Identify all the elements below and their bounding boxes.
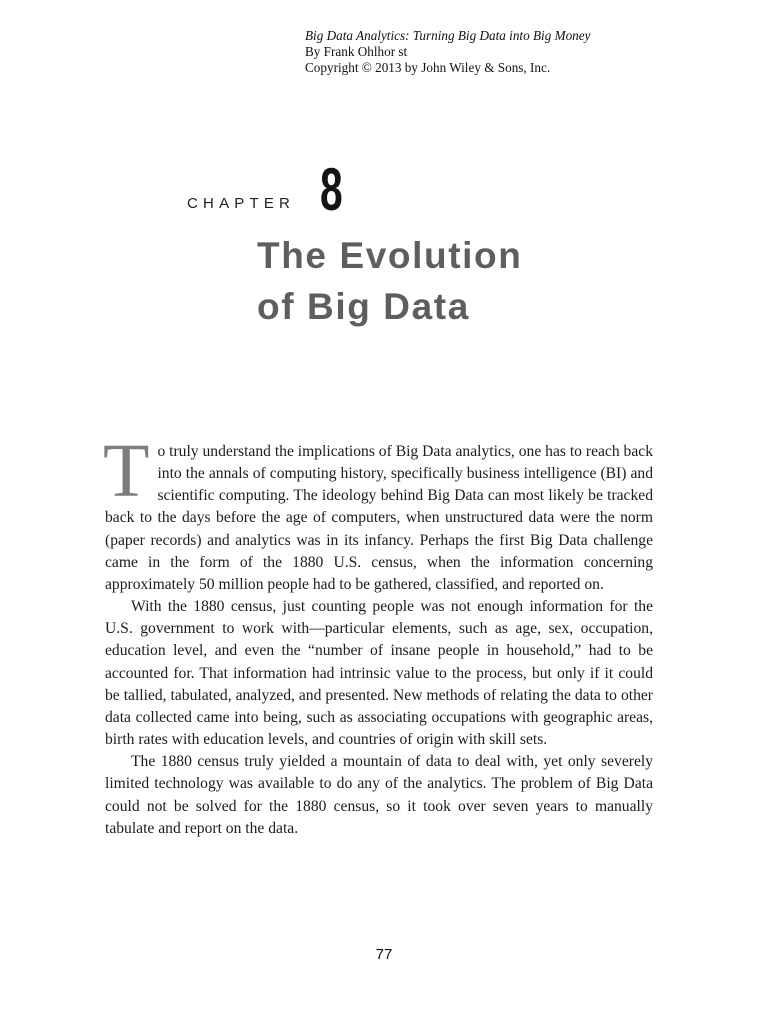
- paragraph-1: [103, 429, 653, 596]
- chapter-label: CHAPTER: [187, 195, 296, 212]
- chapter-number: 8: [320, 156, 343, 223]
- book-title: Big Data Analytics: Turning Big Data into Big Money: [305, 28, 591, 43]
- drop-cap: T: [103, 429, 150, 513]
- book-copyright: Copyright © 2013 by John Wiley & Sons, Inc.: [305, 60, 551, 75]
- page-number: 77: [375, 946, 393, 963]
- book-author: By Frank Ohlhor st: [305, 44, 408, 59]
- paragraph-3: The 1880 census truly yielded a mountain of data to deal with, yet only severely limited technology was available to do any of the analytics. The problem of Big Data could not be solved for the 1880 census, so it took over seven years to manually tabulate and report on the data.: [105, 753, 653, 837]
- chapter-title-line-1: The Evolution: [257, 235, 523, 276]
- book-header: [305, 28, 590, 76]
- paragraph-1-text: o truly understand the implications of Big Data analytics, one has to reach back into the annals of computing history, specifically business intelligence (BI) and scientific computing. The ideology behind Big Data can most likely be tracked back to the days before the age of computers, when unstructured data were the norm (paper records) and analytics was in its infancy. Perhaps the first Big Data challenge came in the form of the 1880 U.S. census, when the information concerning approximately 50 million people had to be gathered, classified, and reported on.: [105, 443, 653, 593]
- chapter-body: [103, 429, 653, 840]
- chapter-title: [257, 230, 522, 332]
- paragraph-2: With the 1880 census, just counting people was not enough information for the U.S. government to work with—particular elements, such as age, sex, occupation, education level, and even the “number of insane people in household,” had to be accounted for. That information had intrinsic value to the process, but only if it could be tallied, tabulated, analyzed, and presented. New methods of relating the data to other data collected came into being, such as associating occupations with geographic areas, birth rates with education levels, and countries of origin with skill sets.: [105, 598, 653, 749]
- chapter-title-line-2: of Big Data: [257, 286, 470, 327]
